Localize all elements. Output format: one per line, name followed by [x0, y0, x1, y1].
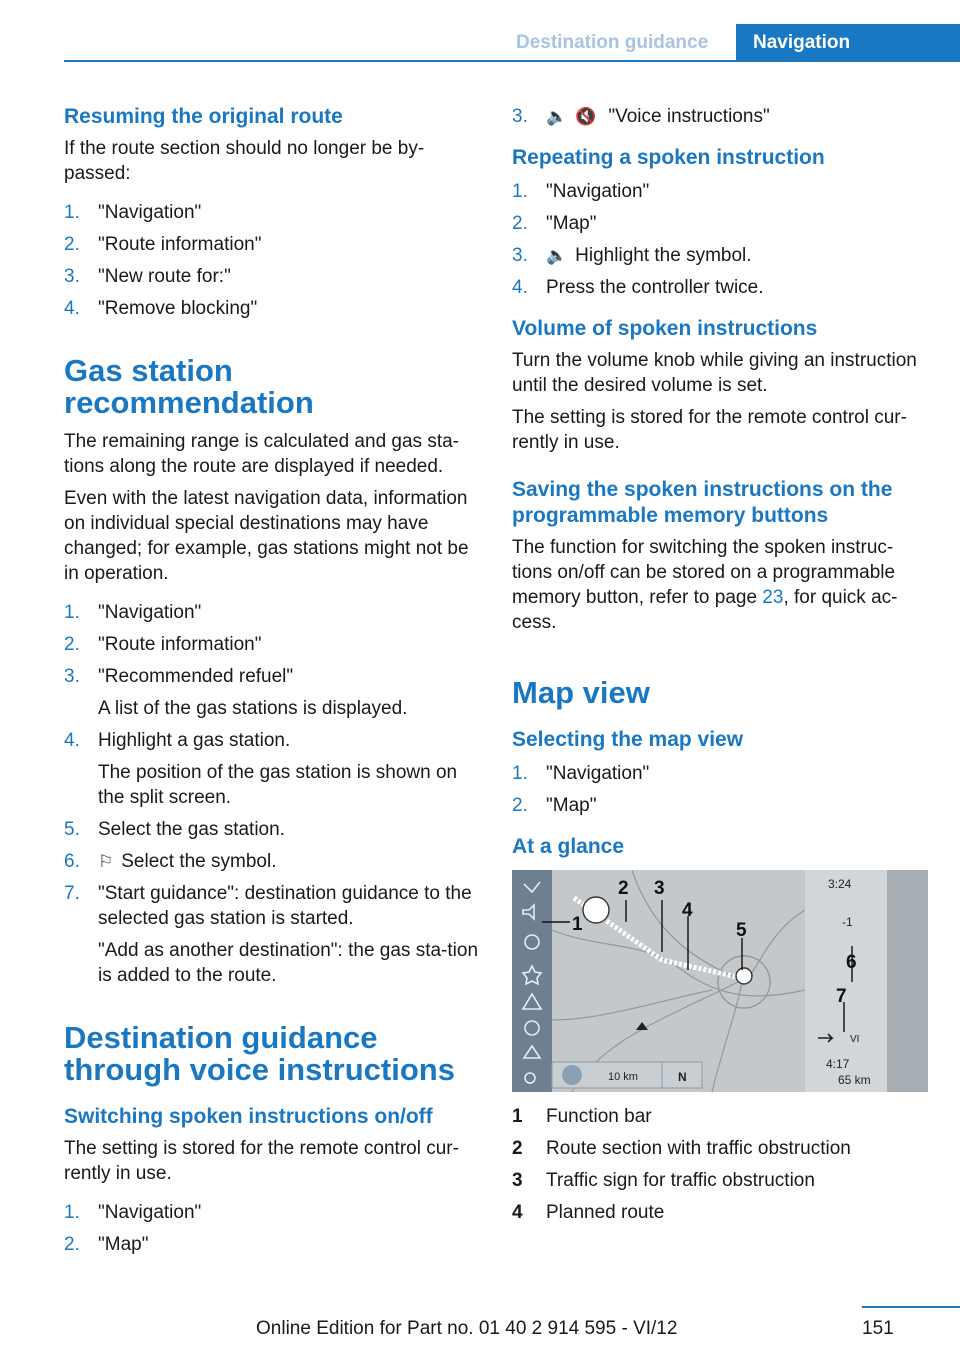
callout-2: 2	[618, 878, 629, 899]
screen-arrival: 4:17	[826, 1057, 850, 1071]
list-item: 2. "Map"	[512, 795, 597, 816]
resume-intro: If the route section should no longer be by-passed:	[64, 138, 425, 184]
route-marker	[583, 897, 609, 923]
voice-title: Destination guidance through voice instructions	[64, 1020, 455, 1087]
speaker-icon: 🔈	[546, 246, 568, 265]
switch-paragraph: The setting is stored for the remote control cur-rently in use.	[64, 1138, 459, 1184]
guidance-flag-icon: ⚐	[98, 852, 114, 871]
list-item: 2. "Route information"	[64, 234, 262, 255]
map-north: N	[678, 1070, 687, 1084]
list-item: 7. "Start guidance": destination guidance to the selected gas station is started. "Add as another destination": the gas sta-tion is added to the route.	[64, 881, 484, 988]
list-item: 2. "Map"	[64, 1234, 149, 1255]
list-item: 4. Press the controller twice.	[512, 277, 764, 298]
list-item: 1. "Navigation"	[64, 1202, 202, 1223]
map-view-screen	[512, 870, 928, 1092]
saving-paragraph: The function for switching the spoken instruc-tions on/off can be stored on a programmable memory button, refer to page 23, for quick ac-cess.	[512, 537, 898, 633]
step-note: A list of the gas stations is displayed.	[98, 698, 408, 719]
legend-row: 4 Planned route	[512, 1202, 665, 1223]
list-item: 6. ⚐ Select the symbol.	[64, 851, 277, 872]
list-item: 4. Highlight a gas station. The position of the gas station is shown on the split screen.	[64, 728, 484, 810]
gas-paragraph-2: Even with the latest navigation data, information on individual special destinations may have changed; for example, gas stations might not be in operation.	[64, 488, 469, 584]
page-header	[0, 0, 960, 62]
screen-offset: -1	[842, 915, 853, 929]
map-steps	[512, 761, 932, 818]
list-item: 3. "Recommended refuel" A list of the gas stations is displayed.	[64, 664, 484, 721]
header-section: Destination guidance	[516, 32, 709, 53]
volume-paragraph-2: The setting is stored for the remote control cur-rently in use.	[512, 407, 907, 453]
left-column	[64, 104, 484, 1264]
resume-title: Resuming the original route	[64, 105, 343, 128]
callout-4: 4	[682, 900, 693, 921]
figure-legend	[512, 1104, 932, 1225]
switch-steps	[64, 1200, 484, 1257]
list-item: 1. "Navigation"	[512, 763, 650, 784]
callout-5: 5	[736, 920, 747, 941]
list-item: 4. "Remove blocking"	[64, 298, 258, 319]
list-item: 1. "Navigation"	[64, 202, 202, 223]
list-item: 3. "New route for:"	[64, 266, 231, 287]
edition-footer: Online Edition for Part no. 01 40 2 914 595 - VI/12	[256, 1318, 678, 1339]
list-item: 3. 🔈 🔇 "Voice instructions"	[512, 106, 770, 127]
repeat-steps	[512, 179, 932, 300]
callout-3: 3	[654, 878, 665, 899]
select-map-title: Selecting the map view	[512, 728, 744, 751]
gas-paragraph-1: The remaining range is calculated and gas sta-tions along the route are displayed if needed.	[64, 431, 460, 477]
list-item: 3. 🔈 Highlight the symbol.	[512, 245, 752, 266]
header-chapter-tab: Navigation	[736, 24, 960, 61]
list-item: 1. "Navigation"	[512, 181, 650, 202]
gas-steps	[64, 600, 484, 988]
legend-row: 3 Traffic sign for traffic obstruction	[512, 1170, 815, 1191]
step-note: "Add as another destination": the gas sta-tion is added to the route.	[98, 940, 479, 986]
header-rule	[64, 60, 960, 62]
switch-steps-continued	[512, 104, 932, 129]
callout-7: 7	[836, 986, 847, 1007]
list-item: 5. Select the gas station.	[64, 819, 285, 840]
switch-title: Switching spoken instructions on/off	[64, 1105, 433, 1128]
page-link[interactable]: 23	[762, 587, 784, 608]
right-column	[512, 104, 932, 1232]
volume-title: Volume of spoken instructions	[512, 317, 818, 340]
list-item: 2. "Map"	[512, 213, 597, 234]
page-number: 151	[862, 1318, 894, 1339]
map-view-figure	[512, 870, 928, 1092]
gas-title: Gas station recommendation	[64, 353, 314, 420]
position-marker	[736, 968, 752, 984]
step-note: The position of the gas station is shown on the split screen.	[98, 762, 458, 808]
saving-title: Saving the spoken instructions on the programmable memory buttons	[512, 478, 893, 527]
resume-steps	[64, 200, 484, 321]
screen-time: 3:24	[828, 877, 852, 891]
list-item: 1. "Navigation"	[64, 602, 202, 623]
screen-distance: 65 km	[838, 1073, 871, 1087]
repeat-title: Repeating a spoken instruction	[512, 146, 825, 169]
map-scale: 10 km	[608, 1071, 638, 1083]
speaker-off-icon: 🔇	[575, 107, 597, 126]
glance-title: At a glance	[512, 835, 625, 858]
volume-paragraph-1: Turn the volume knob while giving an instruction until the desired volume is set.	[512, 350, 917, 396]
callout-6: 6	[846, 952, 857, 973]
legend-row: 2 Route section with traffic obstruction	[512, 1138, 851, 1159]
page-number-rule	[862, 1306, 960, 1308]
list-item: 2. "Route information"	[64, 634, 262, 655]
legend-row: 1 Function bar	[512, 1106, 652, 1127]
speaker-icon: 🔈	[546, 107, 568, 126]
screen-destination: VI	[850, 1034, 860, 1045]
callout-1: 1	[572, 914, 583, 935]
map-title: Map view	[512, 675, 650, 710]
